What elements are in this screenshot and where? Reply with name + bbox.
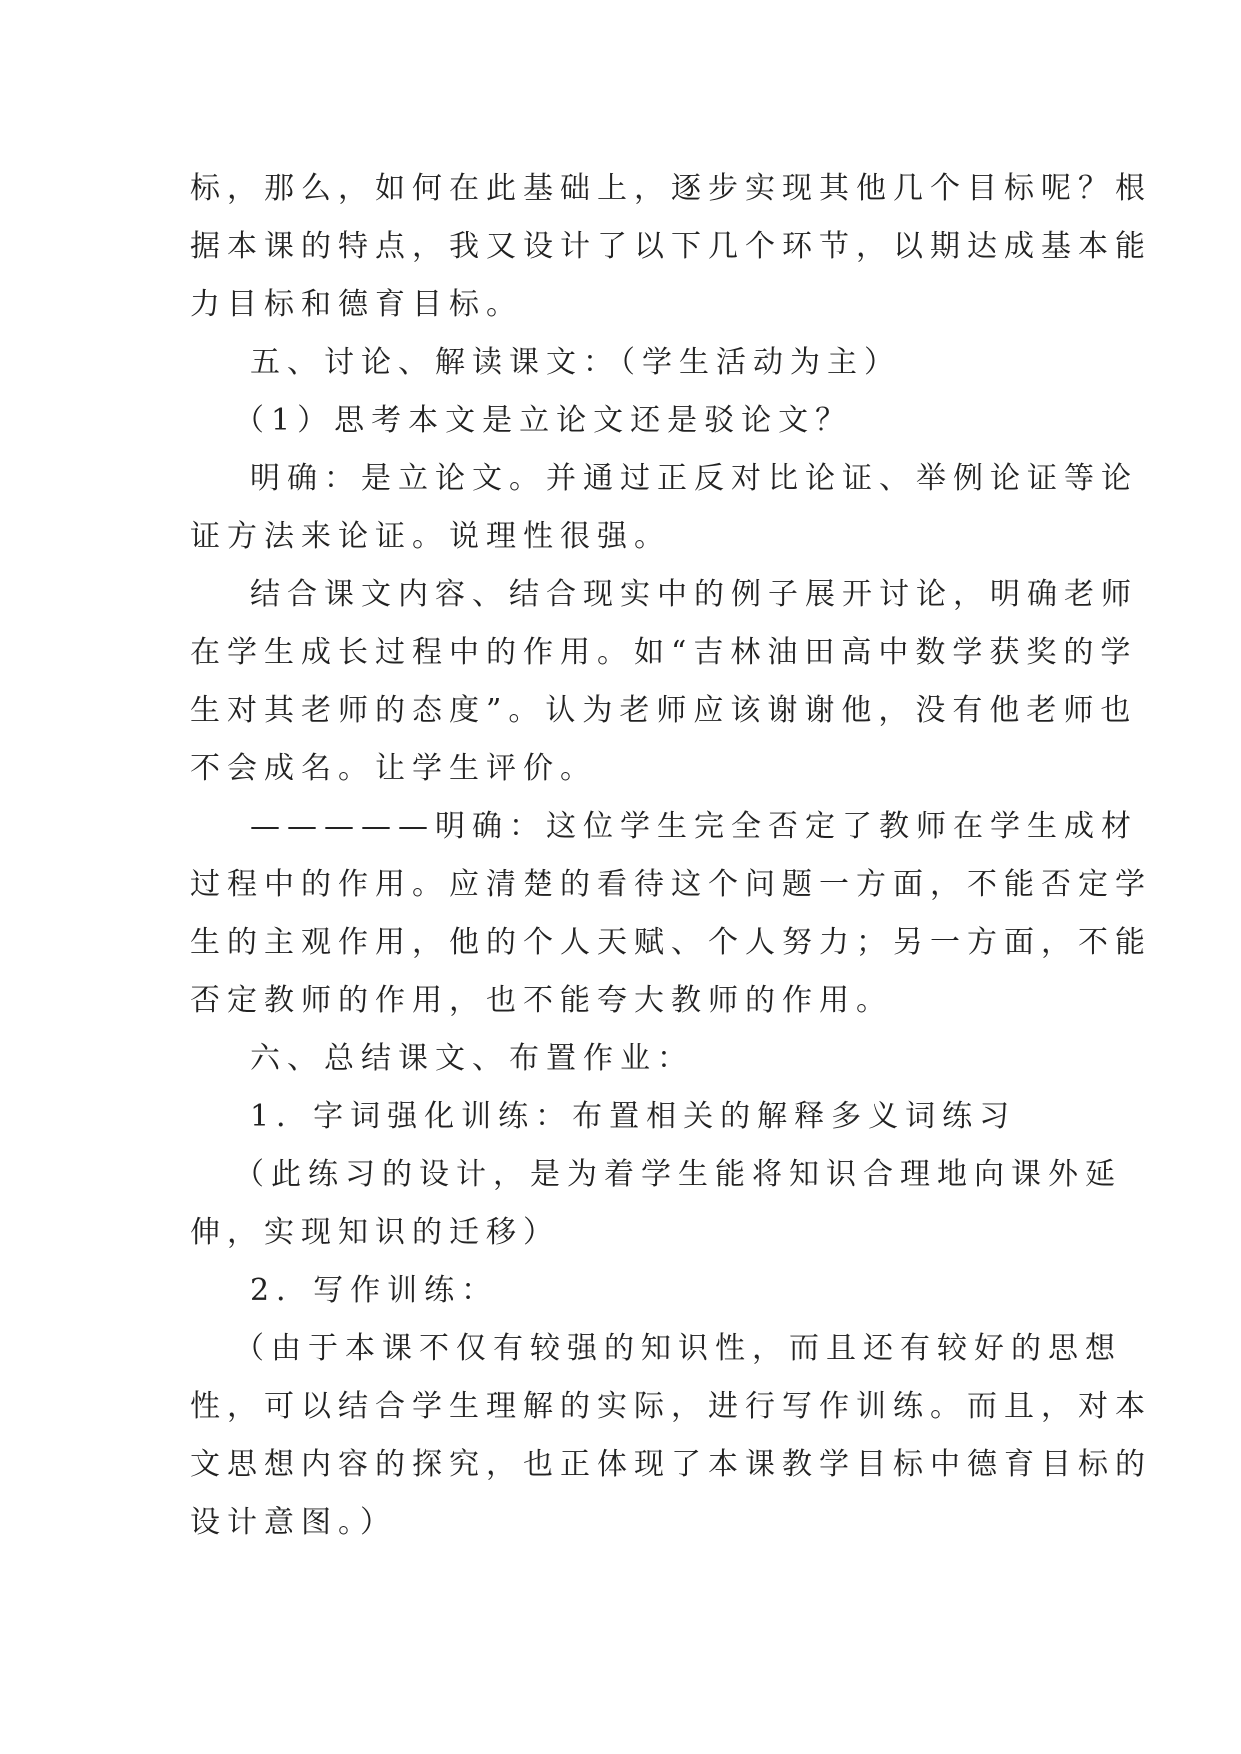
- document-body: [190, 160, 1152, 1552]
- paragraph-line: （此练习的设计，是为着学生能将知识合理地向课外延: [234, 1157, 1122, 1192]
- list-item-2: 2．写作训练：: [250, 1273, 499, 1308]
- paragraph-line: 在学生成长过程中的作用。如“吉林油田高中数学获奖的学: [190, 635, 1138, 670]
- paragraph-line: （由于本课不仅有较强的知识性，而且还有较好的思想: [234, 1331, 1122, 1366]
- section-heading-5: 五、讨论、解读课文：（学生活动为主）: [250, 345, 901, 380]
- paragraph-line: 否定教师的作用，也不能夸大教师的作用。: [190, 983, 893, 1018]
- paragraph-line: 不会成名。让学生评价。: [190, 751, 597, 786]
- section-heading-6: 六、总结课文、布置作业：: [250, 1041, 694, 1076]
- question-line: （1）思考本文是立论文还是驳论文？: [234, 403, 853, 438]
- paragraph-line: 标，那么，如何在此基础上，逐步实现其他几个目标呢？根: [190, 171, 1152, 206]
- list-item-1: 1．字词强化训练：布置相关的解释多义词练习: [250, 1099, 1017, 1134]
- paragraph-line: 过程中的作用。应清楚的看待这个问题一方面，不能否定学: [190, 867, 1152, 902]
- paragraph-line: 据本课的特点，我又设计了以下几个环节，以期达成基本能: [190, 229, 1152, 264]
- paragraph-line: —————明确：这位学生完全否定了教师在学生成材: [250, 809, 1138, 844]
- paragraph-line: 文思想内容的探究，也正体现了本课教学目标中德育目标的: [190, 1447, 1152, 1482]
- paragraph-line: 证方法来论证。说理性很强。: [190, 519, 671, 554]
- paragraph-line: 力目标和德育目标。: [190, 287, 523, 322]
- paragraph-line: 性，可以结合学生理解的实际，进行写作训练。而且，对本: [190, 1389, 1152, 1424]
- paragraph-line: 明确：是立论文。并通过正反对比论证、举例论证等论: [250, 461, 1138, 496]
- paragraph-line: 伸，实现知识的迁移）: [190, 1215, 560, 1250]
- paragraph-line: 生对其老师的态度”。认为老师应该谢谢他，没有他老师也: [190, 693, 1138, 728]
- paragraph-line: 结合课文内容、结合现实中的例子展开讨论，明确老师: [250, 577, 1138, 612]
- paragraph-line: 设计意图。）: [190, 1505, 397, 1540]
- paragraph-line: 生的主观作用，他的个人天赋、个人努力；另一方面，不能: [190, 925, 1152, 960]
